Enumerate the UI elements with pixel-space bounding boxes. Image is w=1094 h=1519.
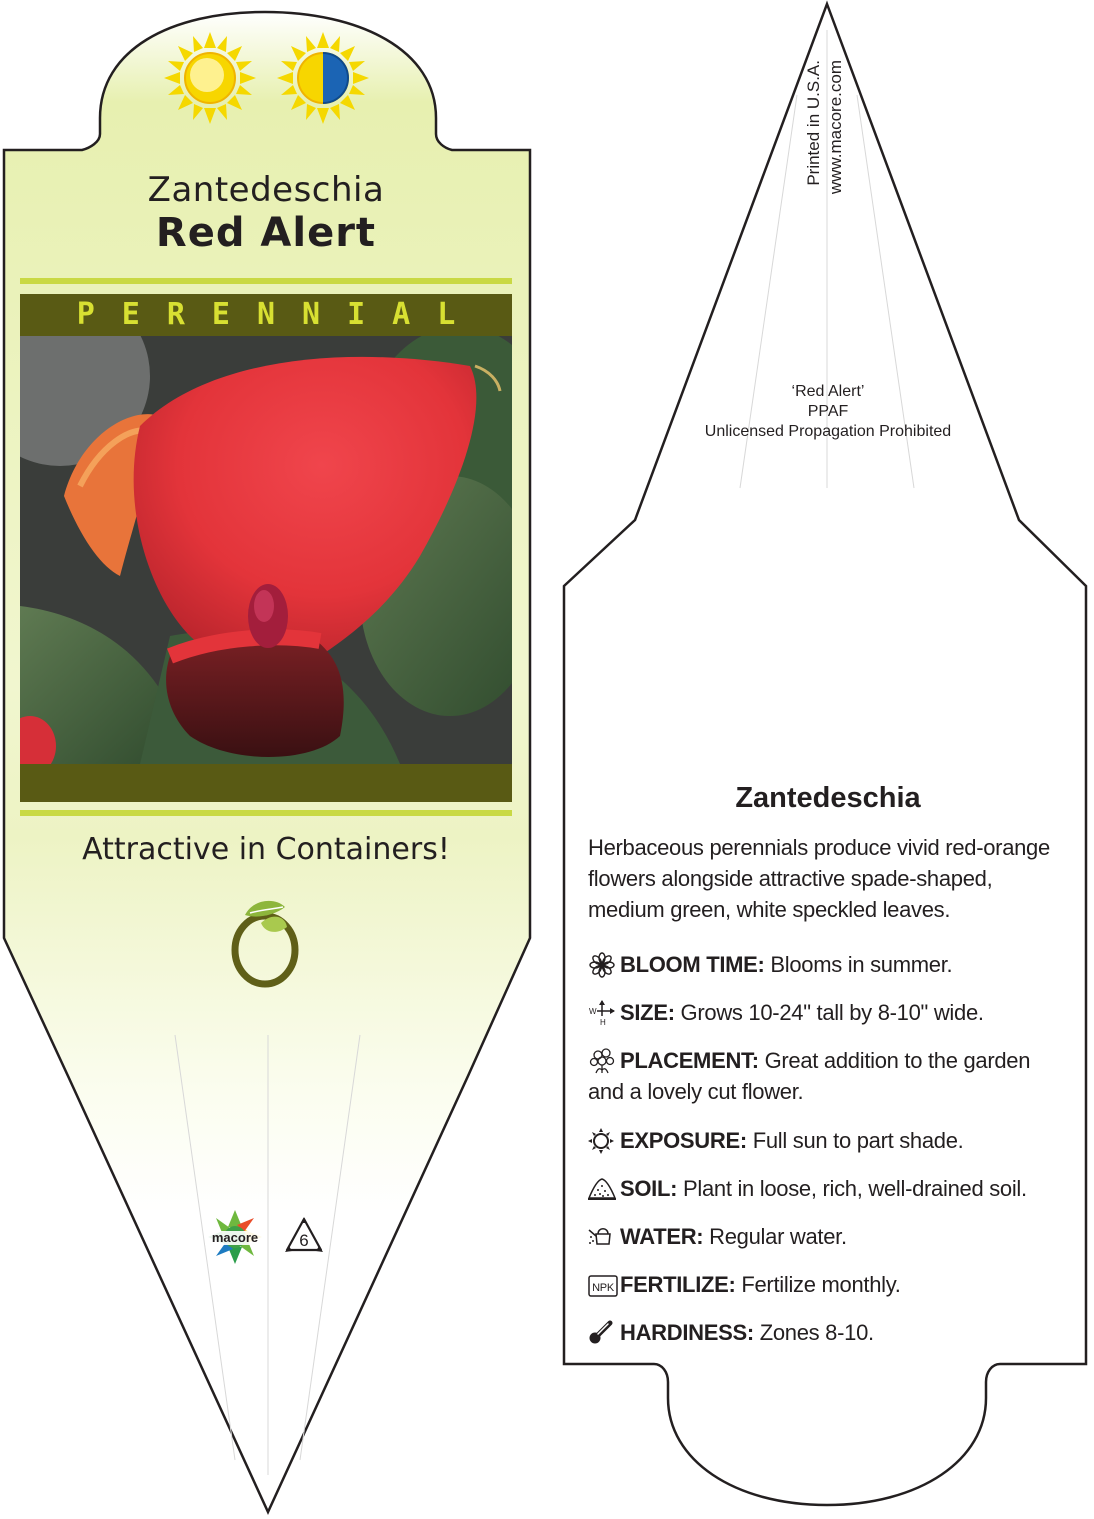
- attr-label: WATER:: [620, 1224, 704, 1249]
- watering-can-icon: [588, 1224, 620, 1250]
- attr-label: SIZE:: [620, 1000, 675, 1025]
- attr-label: SOIL:: [620, 1176, 678, 1201]
- recycle-code: 6: [299, 1231, 309, 1250]
- npk-icon: [588, 1272, 620, 1298]
- patent-line1: ‘Red Alert’: [791, 383, 865, 400]
- macore-logo-text: macore: [211, 1230, 259, 1245]
- attr-exposure: [588, 1125, 1058, 1156]
- photo-bottom-band: [20, 764, 512, 802]
- website: www.macore.com: [826, 60, 845, 195]
- flower-cluster-icon: [588, 1048, 620, 1074]
- front-tagline: Attractive in Containers!: [82, 832, 450, 867]
- attr-placement: [588, 1045, 1058, 1107]
- attr-label: EXPOSURE:: [620, 1128, 747, 1153]
- attr-fertilize: [588, 1269, 1058, 1300]
- attr-label: HARDINESS:: [620, 1320, 754, 1345]
- attr-size: [588, 997, 1058, 1028]
- sun-outline-icon: [588, 1128, 620, 1154]
- front-cultivar: Red Alert: [155, 210, 377, 256]
- patent-notice: [640, 382, 1016, 442]
- size-icon-w: W: [589, 1007, 597, 1016]
- attr-bloom-time: [588, 949, 1058, 980]
- macore-logo: [205, 1207, 265, 1267]
- recycle-icon: [284, 1216, 324, 1256]
- attr-value: Plant in loose, rich, well-drained soil.: [682, 1176, 1027, 1201]
- npk-text: NPK: [592, 1282, 614, 1294]
- patent-line2: PPAF: [807, 403, 849, 420]
- attr-label: BLOOM TIME:: [620, 952, 765, 977]
- attr-soil: [588, 1173, 1058, 1204]
- attr-value: Blooms in summer.: [770, 952, 953, 977]
- attr-label: FERTILIZE:: [620, 1272, 736, 1297]
- lime-rule-bottom: [20, 810, 512, 816]
- soil-pile-icon: [588, 1176, 620, 1202]
- size-arrows-icon: [588, 1000, 620, 1026]
- attr-value: Regular water.: [709, 1224, 847, 1249]
- flower-icon: [588, 952, 620, 978]
- attr-value: Fertilize monthly.: [741, 1272, 901, 1297]
- seedling-logo: [225, 895, 305, 990]
- full-sun-icon: [160, 28, 260, 128]
- print-info: [803, 60, 853, 230]
- plant-photo: [20, 336, 512, 764]
- thermometer-icon: [588, 1320, 620, 1346]
- attr-value: Full sun to part shade.: [752, 1128, 964, 1153]
- attr-value: Great addition to the garden and a lovely cut flower.: [588, 1048, 1031, 1104]
- front-genus: Zantedeschia: [147, 170, 385, 210]
- attr-value: Zones 8-10.: [759, 1320, 874, 1345]
- lime-rule-top: [20, 278, 512, 284]
- category-label: PERENNIAL: [76, 297, 483, 332]
- attr-hardiness: [588, 1317, 1058, 1348]
- patent-line3: Unlicensed Propagation Prohibited: [704, 423, 952, 440]
- part-sun-icon: [273, 28, 373, 128]
- printed-in: Printed in U.S.A.: [804, 60, 823, 186]
- attr-label: PLACEMENT:: [620, 1048, 759, 1073]
- attr-value: Grows 10-24" tall by 8-10" wide.: [680, 1000, 984, 1025]
- back-title: Zantedeschia: [735, 782, 921, 814]
- size-icon-h: H: [600, 1018, 606, 1026]
- attr-water: [588, 1221, 1058, 1252]
- back-description: Herbaceous perennials produce vivid red-orange flowers alongside attractive spade-shaped, medium green, white speckled leaves.: [588, 835, 1050, 922]
